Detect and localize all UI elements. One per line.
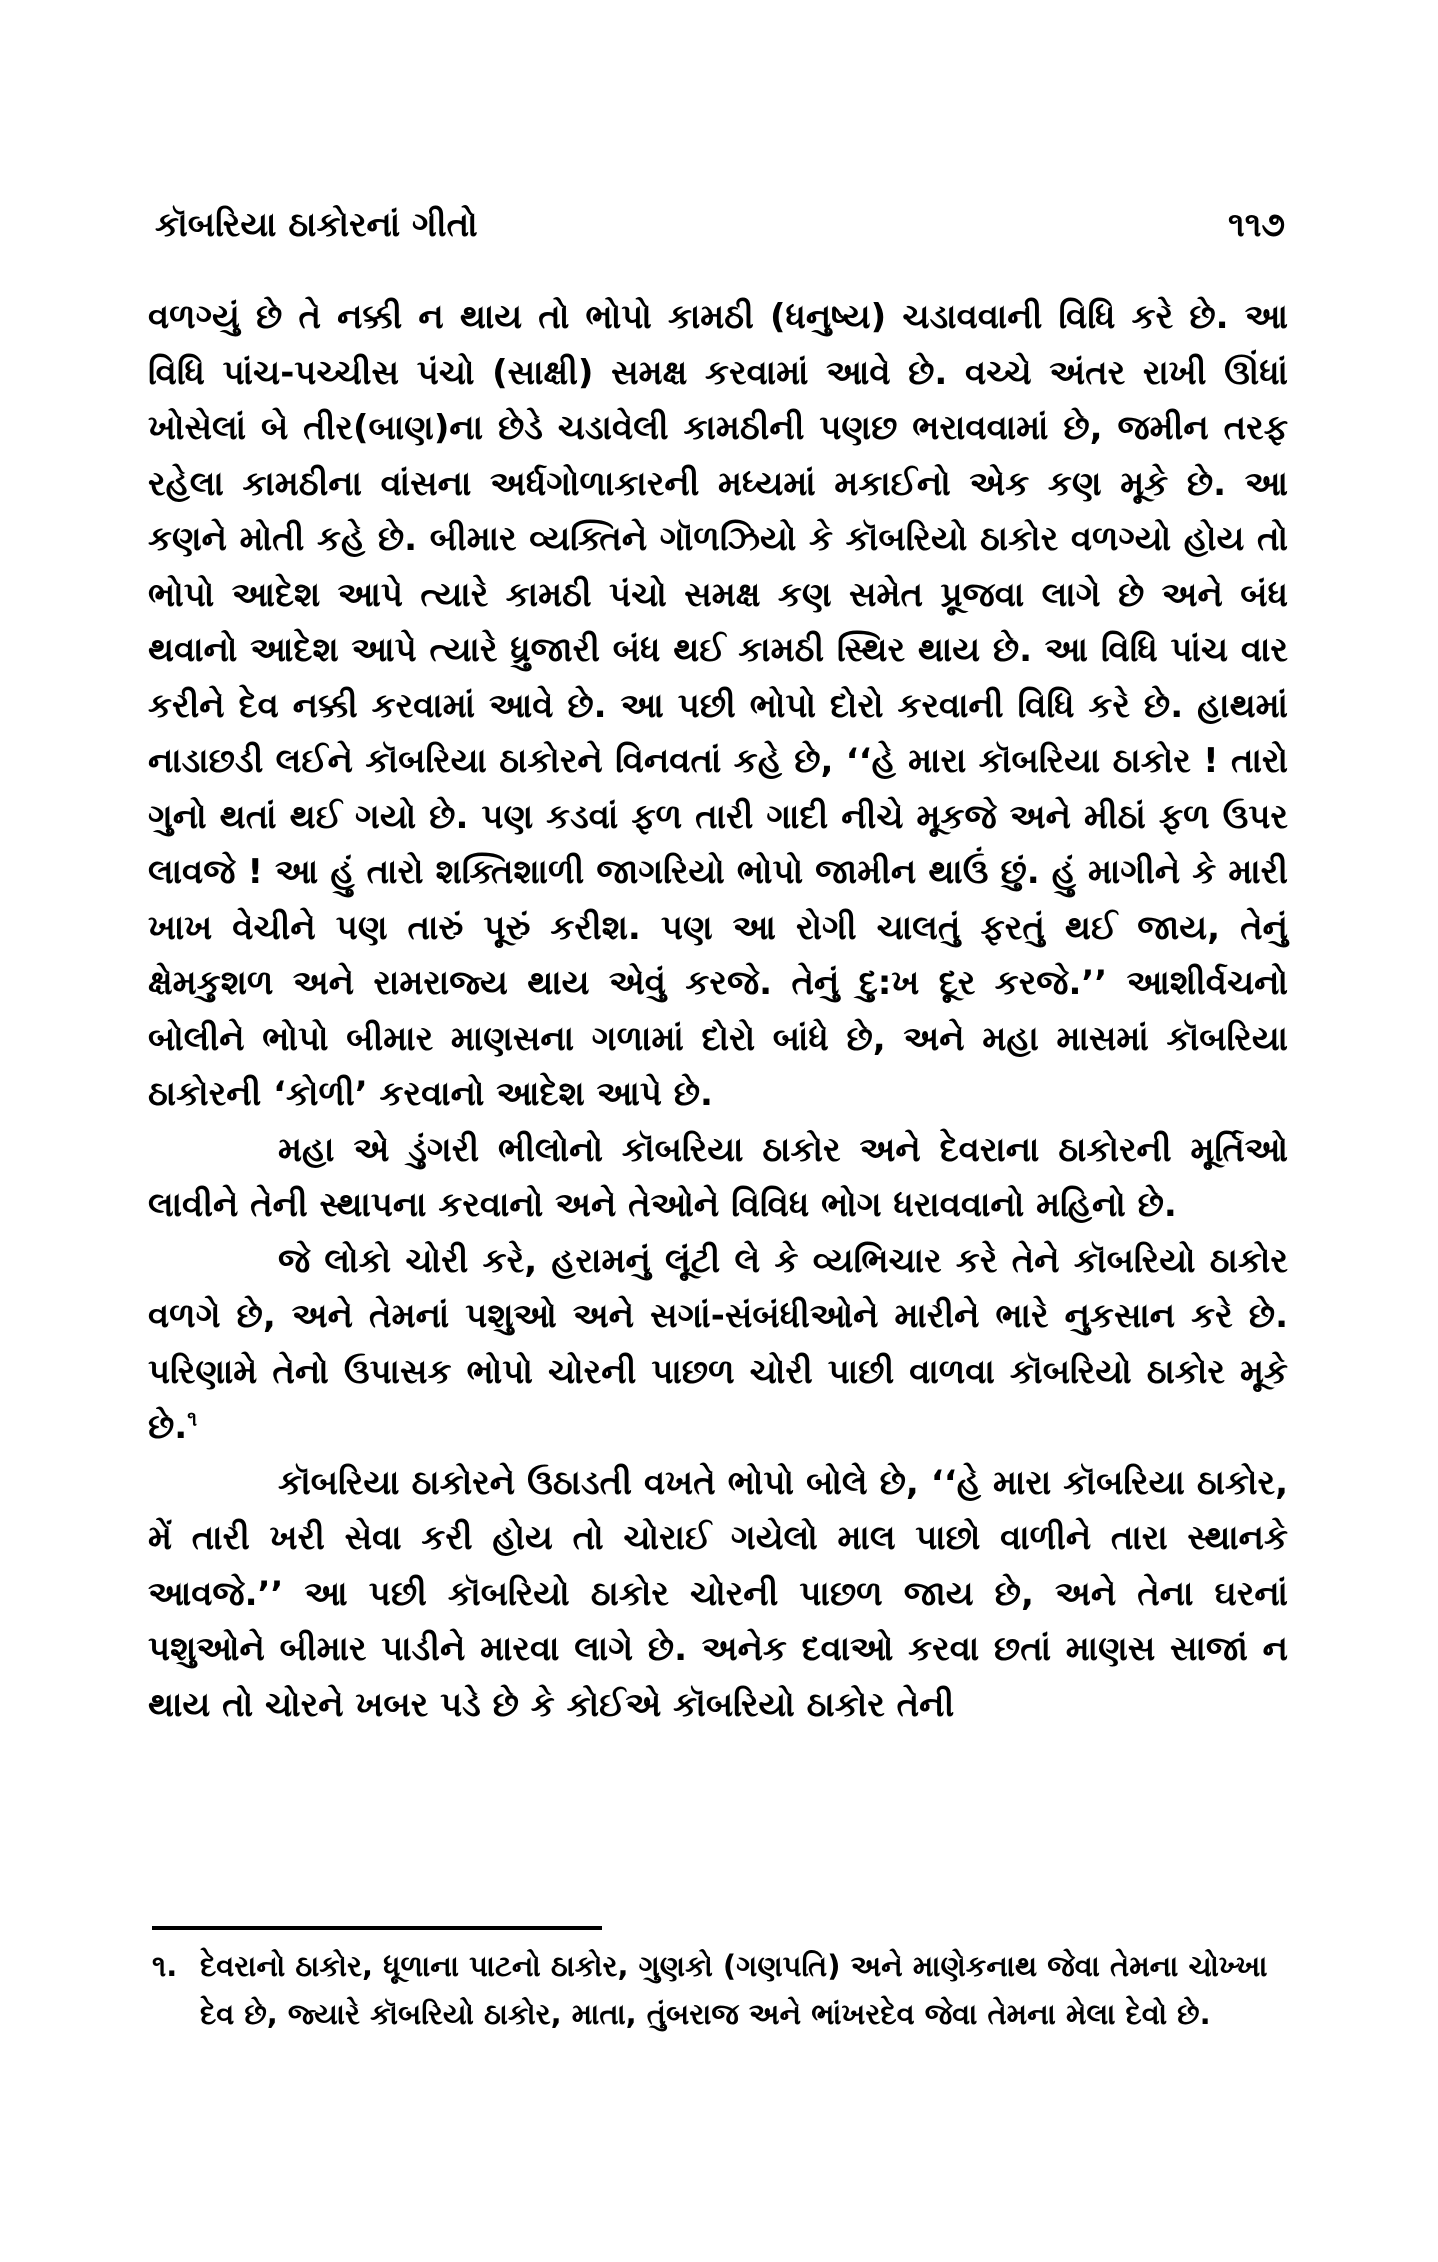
paragraph-2: મહા એ ડુંગરી ભીલોનો કૉબરિયા ઠાકોર અને દેવરાના ઠાકોરની મૂર્તિઓ લાવીને તેની સ્થાપના કરવાનો અને તેઓને વિવિધ ભોગ ધરાવવાનો મહિનો છે.	[148, 1129, 1288, 1225]
page-number: ૧૧૭	[1228, 205, 1285, 245]
paragraph-3-text: જે લોકો ચોરી કરે, હરામનું લૂંટી લે કે વ્યભિચાર કરે તેને કૉબરિયો ઠાકોર વળગે છે, અને તેમનાં પશુઓ અને સગાં-સંબંધીઓને મારીને ભારે નુકસાન કરે છે. પરિણામે તેનો ઉપાસક ભોપો ચોરની પાછળ ચોરી પાછી વાળવા કૉબરિયો ઠાકોર મૂકે છે.	[148, 1240, 1288, 1447]
footnote-reference: ૧	[187, 1406, 198, 1431]
paragraph-4: કૉબરિયા ઠાકોરને ઉઠાડતી વખતે ભોપો બોલે છે, ‘‘હે મારા કૉબરિયા ઠાકોર, મેં તારી ખરી સેવા કરી હોય તો ચોરાઈ ગયેલો માલ પાછો વાળીને તારા સ્થાનકે આવજે.’’ આ પછી કૉબરિયો ઠાકોર ચોરની પાછળ જાય છે, અને તેના ઘરનાં પશુઓને બીમાર પાડીને મારવા લાગે છે. અનેક દવાઓ કરવા છતાં માણસ સાજાં ન થાય તો ચોરને ખબર પડે છે કે કોઈએ કૉબરિયો ઠાકોર તેની	[148, 1462, 1288, 1725]
running-head-title: કૉબરિયા ઠાકોરનાં ગીતો	[155, 205, 478, 245]
footnote	[152, 1942, 1288, 2038]
running-head	[155, 205, 1285, 265]
paragraph-1: વળગ્યું છે તે નક્કી ન થાય તો ભોપો કામઠી (ધનુષ્ય) ચડાવવાની વિધિ કરે છે. આ વિધિ પાંચ-પચ્ચીસ પંચો (સાક્ષી) સમક્ષ કરવામાં આવે છે. વચ્ચે અંતર રાખી ઊંધાં ખોસેલાં બે તીર(બાણ)ના છેડે ચડાવેલી કામઠીની પણછ ભરાવવામાં છે, જમીન તરફ રહેલા કામઠીના વાંસના અર્ધગોળાકારની મધ્યમાં મકાઈનો એક કણ મૂકે છે. આ કણને મોતી કહે છે. બીમાર વ્યક્તિને ગૉળઝિયો કે કૉબરિયો ઠાકોર વળગ્યો હોય તો ભોપો આદેશ આપે ત્યારે કામઠી પંચો સમક્ષ કણ સમેત પ્રૂજવા લાગે છે અને બંધ થવાનો આદેશ આપે ત્યારે ધ્રુજારી બંધ થઈ કામઠી સ્થિર થાય છે. આ વિધિ પાંચ વાર કરીને દેવ નક્કી કરવામાં આવે છે. આ પછી ભોપો દોરો કરવાની વિધિ કરે છે. હાથમાં નાડાછડી લઈને કૉબરિયા ઠાકોરને વિનવતાં કહે છે, ‘‘હે મારા કૉબરિયા ઠાકોર ! તારો ગુનો થતાં થઈ ગયો છે. પણ કડવાં ફળ તારી ગાદી નીચે મૂકજે અને મીઠાં ફળ ઉપર લાવજે ! આ હું તારો શક્તિશાળી જાગરિયો ભોપો જામીન થાઉં છું. હું માગીને કે મારી ખાખ વેચીને પણ તારું પૂરું કરીશ. પણ આ રોગી ચાલતું ફરતું થઈ જાય, તેનું ક્ષેમકુશળ અને રામરાજ્ય થાય એવું કરજે. તેનું દુ:ખ દૂર કરજે.’’ આશીર્વચનો બોલીને ભોપો બીમાર માણસના ગળામાં દોરો બાંધે છે, અને મહા માસમાં કૉબરિયા ઠાકોરની ‘કોળી’ કરવાનો આદેશ આપે છે.	[148, 297, 1288, 1114]
footnote-divider	[152, 1926, 602, 1930]
body-text	[148, 290, 1288, 1733]
footnote-number: ૧.	[152, 1949, 178, 1983]
footnote-text: દેવરાનો ઠાકોર, ધૂળાના પાટનો ઠાકોર, ગુણકો (ગણપતિ) અને માણેકનાથ જેવા તેમના ચોખ્ખા દેવ છે, જ્યારે કૉબરિયો ઠાકોર, માતા, તુંબરાજ અને ભાંખરદેવ જેવા તેમના મેલા દેવો છે.	[200, 1949, 1268, 2031]
paragraph-3	[148, 1234, 1288, 1456]
